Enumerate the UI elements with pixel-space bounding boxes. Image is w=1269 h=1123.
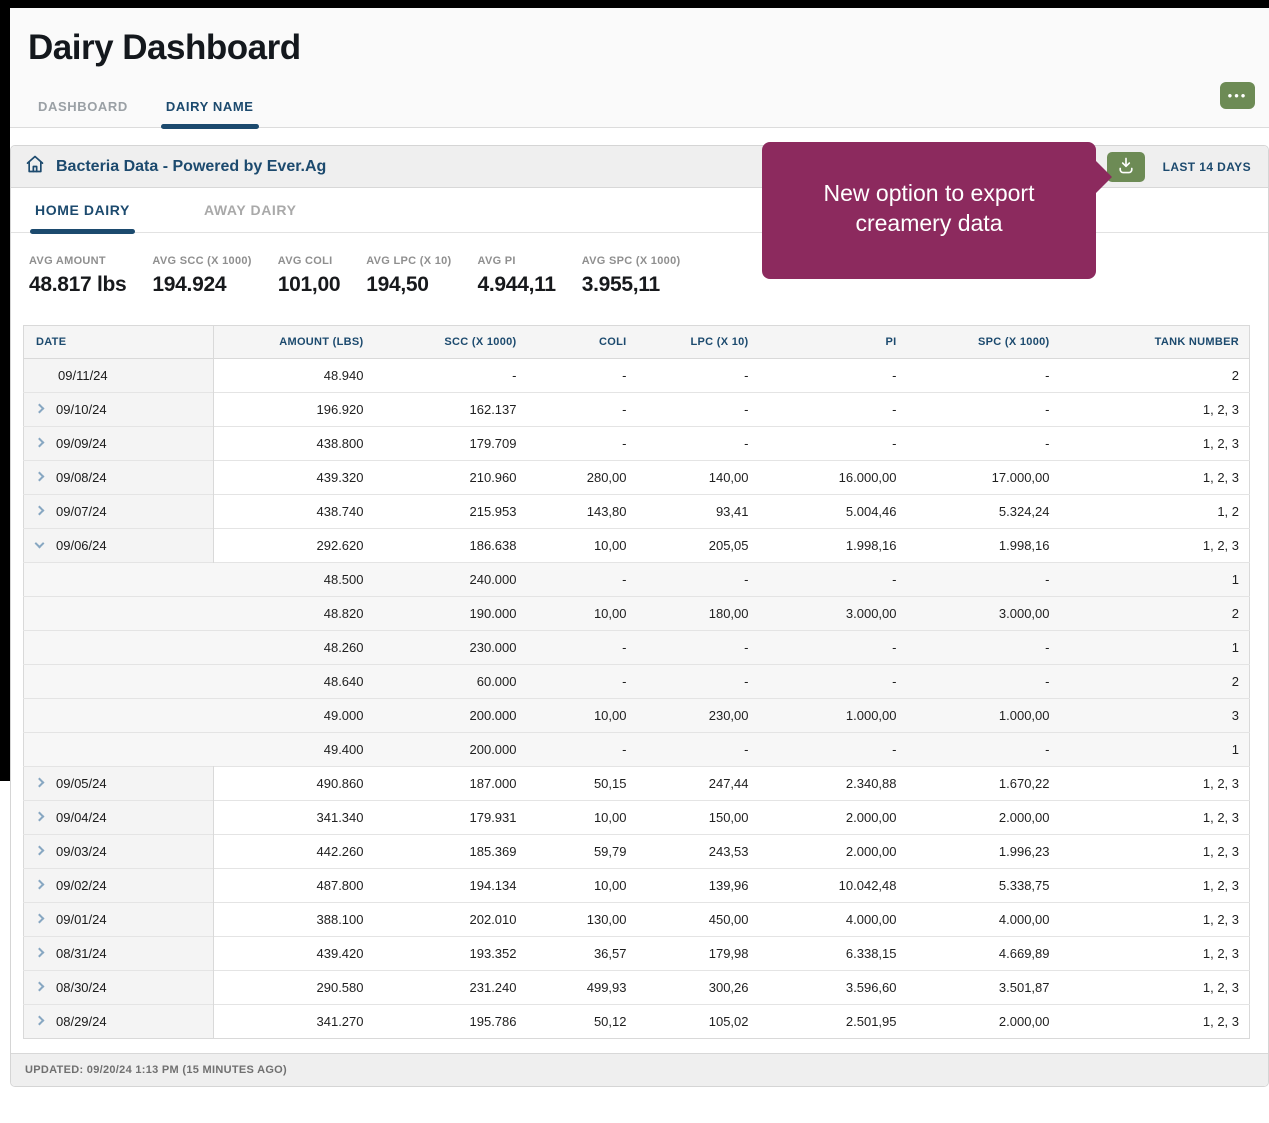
page [10,8,1269,1087]
row-expander[interactable] [24,461,214,495]
cell: 1.996,23 [907,835,1060,869]
cell: 1.000,00 [759,699,907,733]
export-callout [762,142,1096,279]
cell: 50,15 [527,767,637,801]
table-row [24,359,1250,393]
table-row [24,903,1250,937]
cell: 341.270 [214,1005,374,1039]
cell: 1.998,16 [907,529,1060,563]
cell: 1.998,16 [759,529,907,563]
table-row [24,869,1250,903]
row-date: 09/01/24 [56,912,107,927]
cell: 210.960 [374,461,527,495]
table-row [24,461,1250,495]
window-top-edge [0,0,1269,8]
row-date: 08/31/24 [56,946,107,961]
cell-tank: 2 [1060,665,1250,699]
cell: 4.669,89 [907,937,1060,971]
cell-tank: 1, 2 [1060,495,1250,529]
cell: 439.420 [214,937,374,971]
cell: - [637,631,759,665]
cell: 179.709 [374,427,527,461]
cell: 499,93 [527,971,637,1005]
cell: - [907,359,1060,393]
cell: - [907,563,1060,597]
cell: 5.004,46 [759,495,907,529]
cell: 280,00 [527,461,637,495]
column-header: SCC (X 1000) [374,326,527,359]
chevron-right-icon [35,880,45,890]
table-row [24,1005,1250,1039]
chevron-right-icon [35,778,45,788]
cell: 180,00 [637,597,759,631]
cell: 48.940 [214,359,374,393]
cell: 186.638 [374,529,527,563]
cell: 243,53 [637,835,759,869]
cell: 2.000,00 [907,801,1060,835]
cell: 10.042,48 [759,869,907,903]
cell: - [527,631,637,665]
cell: - [527,733,637,767]
row-date: 09/06/24 [56,538,107,553]
subrow-date-spacer [24,665,214,699]
updated-status: UPDATED: 09/20/24 1:13 PM (15 MINUTES AGO) [25,1064,287,1076]
cell: 6.338,15 [759,937,907,971]
row-expander[interactable] [24,767,214,801]
stat [582,255,681,297]
table-row [24,393,1250,427]
row-expander[interactable] [24,529,214,563]
cell-tank: 1, 2, 3 [1060,767,1250,801]
cell: 2.000,00 [759,801,907,835]
cell: 185.369 [374,835,527,869]
cell: 48.500 [214,563,374,597]
chevron-right-icon [35,982,45,992]
stat-label: AVG PI [477,255,516,267]
cell: - [527,563,637,597]
table-body [24,359,1250,1039]
stat-label: AVG SPC (X 1000) [581,255,681,267]
chevron-right-icon [35,472,45,482]
stat-value: 3.955,11 [581,273,660,296]
cell: 2.000,00 [759,835,907,869]
row-expander[interactable] [24,937,214,971]
stat [478,255,556,297]
subrow-date-spacer [24,563,214,597]
column-header: COLI [527,326,637,359]
window-left-edge [0,0,10,781]
cell: - [907,665,1060,699]
table-subrow [24,563,1250,597]
cell: 36,57 [527,937,637,971]
stat-value: 194.924 [152,273,227,296]
table-header-row [24,326,1250,359]
cell: 450,00 [637,903,759,937]
cell: 140,00 [637,461,759,495]
table-row [24,801,1250,835]
table-subrow [24,665,1250,699]
subrow-date-spacer [24,631,214,665]
row-expander[interactable] [24,869,214,903]
row-expander[interactable] [24,393,214,427]
cell-tank: 1, 2, 3 [1060,869,1250,903]
cell-tank: 1, 2, 3 [1060,937,1250,971]
table-wrap [11,313,1268,1053]
row-expander[interactable] [24,903,214,937]
cell: 143,80 [527,495,637,529]
cell: 10,00 [527,801,637,835]
cell: 231.240 [374,971,527,1005]
cell: 190.000 [374,597,527,631]
row-date: 09/04/24 [56,810,107,825]
row-expander[interactable] [24,427,214,461]
stat [29,255,126,297]
cell: - [759,393,907,427]
cell-tank: 2 [1060,359,1250,393]
row-date: 08/30/24 [56,980,107,995]
chevron-right-icon [35,812,45,822]
cell: 130,00 [527,903,637,937]
cell: 240.000 [374,563,527,597]
cell: 60.000 [374,665,527,699]
row-expander[interactable] [24,801,214,835]
table-row [24,835,1250,869]
table-subrow [24,733,1250,767]
cell-tank: 1, 2, 3 [1060,903,1250,937]
row-expander[interactable] [24,971,214,1005]
cell: 93,41 [637,495,759,529]
cell: 139,96 [637,869,759,903]
table-row [24,495,1250,529]
cell: - [527,359,637,393]
row-date: 09/03/24 [56,844,107,859]
cell-tank: 3 [1060,699,1250,733]
cell: 17.000,00 [907,461,1060,495]
app-tabs [38,99,254,127]
table-subrow [24,631,1250,665]
cell: 48.260 [214,631,374,665]
table-row [24,937,1250,971]
row-date: 08/29/24 [56,1014,107,1029]
cell: 290.580 [214,971,374,1005]
cell: 341.340 [214,801,374,835]
row-expander[interactable] [24,835,214,869]
app-header [10,8,1269,128]
stat-label: AVG SCC (X 1000) [152,255,252,267]
cell: - [759,359,907,393]
cell: 487.800 [214,869,374,903]
row-date: 09/08/24 [56,470,107,485]
cell: 215.953 [374,495,527,529]
row-expander[interactable] [24,495,214,529]
cell: 300,26 [637,971,759,1005]
cell: 193.352 [374,937,527,971]
cell: 388.100 [214,903,374,937]
cell: 200.000 [374,733,527,767]
stat [152,255,251,297]
cell: 5.338,75 [907,869,1060,903]
stat [278,255,340,297]
stat-value: 194,50 [366,273,429,296]
cell: 4.000,00 [759,903,907,937]
cell: 50,12 [527,1005,637,1039]
cell: 2.340,88 [759,767,907,801]
cell: 187.000 [374,767,527,801]
cell-tank: 1 [1060,733,1250,767]
chevron-right-icon [35,1016,45,1026]
stat-label: AVG AMOUNT [29,255,106,267]
cell: 4.000,00 [907,903,1060,937]
cell: 200.000 [374,699,527,733]
cell: - [637,393,759,427]
tab-dairy-name[interactable]: DAIRY NAME [166,99,254,127]
cell: 59,79 [527,835,637,869]
cell-tank: 1, 2, 3 [1060,461,1250,495]
cell: - [637,665,759,699]
cell: 48.640 [214,665,374,699]
bacteria-table [23,325,1250,1039]
cell-tank: 1, 2, 3 [1060,529,1250,563]
cell: 3.000,00 [907,597,1060,631]
cell: - [759,733,907,767]
cell: 438.740 [214,495,374,529]
cell: 194.134 [374,869,527,903]
cell: 292.620 [214,529,374,563]
row-date: 09/11/24 [58,368,108,383]
cell-tank: 1, 2, 3 [1060,393,1250,427]
cell: - [637,359,759,393]
chevron-right-icon [35,438,45,448]
cell: 230.000 [374,631,527,665]
cell: 490.860 [214,767,374,801]
cell: - [527,427,637,461]
cell: - [637,733,759,767]
ellipsis-icon: ••• [1227,88,1248,103]
column-header: LPC (X 10) [637,326,759,359]
panel-title: Bacteria Data - Powered by Ever.Ag [56,157,327,175]
cell: 230,00 [637,699,759,733]
subrow-date-spacer [24,699,214,733]
cell: 16.000,00 [759,461,907,495]
chevron-right-icon [35,404,45,414]
cell-tank: 2 [1060,597,1250,631]
cell: 202.010 [374,903,527,937]
cell: 3.000,00 [759,597,907,631]
cell: 195.786 [374,1005,527,1039]
cell-tank: 1, 2, 3 [1060,1005,1250,1039]
table-row [24,971,1250,1005]
cell: - [907,733,1060,767]
cell: 150,00 [637,801,759,835]
subrow-date-spacer [24,597,214,631]
cell: 179.931 [374,801,527,835]
cell: 442.260 [214,835,374,869]
cell: 205,05 [637,529,759,563]
subrow-date-spacer [24,733,214,767]
more-options-button[interactable] [1220,82,1255,109]
row-date: 09/07/24 [56,504,107,519]
cell: 48.820 [214,597,374,631]
bacteria-data-panel [10,145,1269,1087]
callout-text-line2: creamery data [855,210,1003,236]
chevron-right-icon [35,948,45,958]
cell: 1.670,22 [907,767,1060,801]
row-date: 09/10/24 [56,402,107,417]
cell: - [907,427,1060,461]
cell: - [759,631,907,665]
cell: 439.320 [214,461,374,495]
page-title: Dairy Dashboard [28,28,301,67]
cell: - [907,393,1060,427]
callout-arrow [1095,160,1112,194]
stat-value: 101,00 [277,273,341,296]
stat-value: 4.944,11 [477,273,556,296]
stat-label: AVG COLI [277,255,333,267]
column-header: SPC (X 1000) [907,326,1060,359]
chevron-right-icon [35,914,45,924]
cell-tank: 1, 2, 3 [1060,835,1250,869]
row-date: 09/02/24 [56,878,107,893]
cell-tank: 1, 2, 3 [1060,427,1250,461]
cell: - [374,359,527,393]
stat-label: AVG LPC (X 10) [366,255,452,267]
row-expander [24,359,214,393]
cell: - [907,631,1060,665]
table-subrow [24,699,1250,733]
tab-home-dairy[interactable]: HOME DAIRY [35,202,130,232]
cell: - [527,393,637,427]
cell: 162.137 [374,393,527,427]
column-header: DATE [24,326,214,359]
cell: 179,98 [637,937,759,971]
cell: - [759,563,907,597]
callout-text-line1: New option to export [823,180,1035,206]
table-row [24,427,1250,461]
cell: 49.400 [214,733,374,767]
export-button[interactable] [1107,152,1145,182]
cell: - [759,665,907,699]
chevron-right-icon [35,846,45,856]
cell: 3.596,60 [759,971,907,1005]
cell-tank: 1 [1060,563,1250,597]
column-header: AMOUNT (LBS) [214,326,374,359]
cell-tank: 1, 2, 3 [1060,971,1250,1005]
column-header: PI [759,326,907,359]
panel-footer [11,1053,1268,1086]
cell-tank: 1 [1060,631,1250,665]
download-icon [1116,156,1136,178]
cell: 10,00 [527,699,637,733]
cell: 196.920 [214,393,374,427]
cell: 5.324,24 [907,495,1060,529]
cell: - [759,427,907,461]
table-row [24,767,1250,801]
cell: - [637,563,759,597]
cell: - [527,665,637,699]
row-date: 09/05/24 [56,776,107,791]
row-expander[interactable] [24,1005,214,1039]
cell: 10,00 [527,529,637,563]
stat [366,255,451,297]
chevron-down-icon [35,539,45,549]
cell: 10,00 [527,869,637,903]
row-date: 09/09/24 [56,436,107,451]
cell: 1.000,00 [907,699,1060,733]
home-icon [25,154,45,179]
date-range-selector[interactable]: LAST 14 DAYS [1162,159,1251,174]
cell: 2.000,00 [907,1005,1060,1039]
cell: 2.501,95 [759,1005,907,1039]
cell: 10,00 [527,597,637,631]
tab-away-dairy[interactable]: AWAY DAIRY [203,202,297,218]
table-subrow [24,597,1250,631]
cell: 247,44 [637,767,759,801]
table-row [24,529,1250,563]
cell: - [637,427,759,461]
stat-value: 48.817 lbs [29,273,127,296]
cell-tank: 1, 2, 3 [1060,801,1250,835]
tab-dashboard[interactable]: DASHBOARD [38,99,128,114]
chevron-right-icon [35,506,45,516]
cell: 438.800 [214,427,374,461]
cell: 49.000 [214,699,374,733]
cell: 105,02 [637,1005,759,1039]
column-header: TANK NUMBER [1060,326,1250,359]
cell: 3.501,87 [907,971,1060,1005]
